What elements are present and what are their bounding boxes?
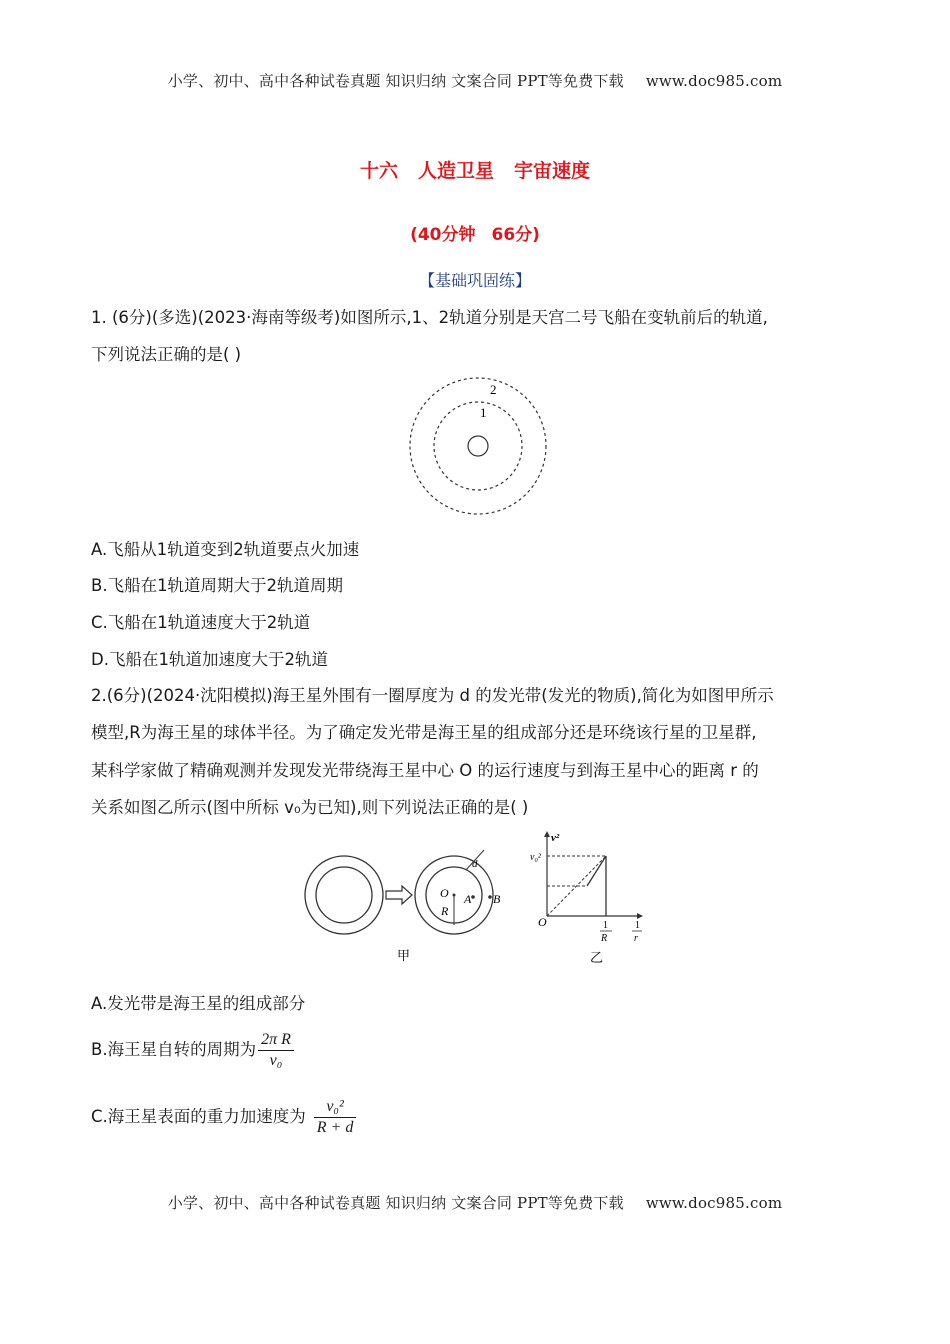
time-limit: (40分钟 xyxy=(410,225,476,245)
orbit-2 xyxy=(410,378,546,514)
data-line xyxy=(587,856,606,886)
page-footer xyxy=(0,1192,950,1213)
label-a: A xyxy=(464,892,472,906)
q2-stem-line4: 关系如图乙所示(图中所标 v₀为已知),则下列说法正确的是( ) xyxy=(91,798,529,817)
orbit-2-label: 2 xyxy=(490,382,497,397)
fraction-numerator: v₀² xyxy=(314,1097,357,1118)
q1-option-b[interactable]: B.飞船在1轨道周期大于2轨道周期 xyxy=(91,576,344,595)
fraction-denominator: R + d xyxy=(316,1119,354,1136)
arrow-icon xyxy=(386,886,412,904)
q2-option-c-text: C.海王星表面的重力加速度为 xyxy=(91,1107,306,1126)
caption-yi: 乙 xyxy=(590,950,604,965)
y-tick-label: v₀² xyxy=(530,852,541,863)
x-axis-den: r xyxy=(634,933,638,944)
x-tick-den: R xyxy=(601,933,608,944)
ring-inner-left xyxy=(316,867,372,923)
footer-text: 小学、初中、高中各种试卷真题 知识归纳 文案合同 PPT等免费下载 xyxy=(167,1194,624,1212)
y-axis-label: v² xyxy=(551,832,560,844)
header-url[interactable]: www.doc985.com xyxy=(645,72,783,90)
title-topic-1: 人造卫星 xyxy=(417,160,494,182)
page-title xyxy=(0,156,950,183)
q1-stem-line2: 下列说法正确的是( ) xyxy=(91,345,242,364)
point-b-dot xyxy=(488,895,492,899)
total-score: 66分) xyxy=(491,225,540,245)
q2-stem-line1: 2.(6分)(2024·沈阳模拟)海王星外围有一圈厚度为 d 的发光带(发光的物质),简化为如图甲所示 xyxy=(91,686,774,705)
fraction-numerator: 2π R xyxy=(258,1030,294,1051)
planet xyxy=(468,436,488,456)
ring-outer-left xyxy=(305,856,383,934)
x-axis-num: 1 xyxy=(635,920,640,931)
caption-jia: 甲 xyxy=(397,948,411,963)
y-axis-arrow xyxy=(544,831,550,837)
time-score xyxy=(0,220,950,245)
title-number: 十六 xyxy=(359,160,398,182)
q1-option-d[interactable]: D.飞船在1轨道加速度大于2轨道 xyxy=(91,650,328,669)
point-a-dot xyxy=(471,895,475,899)
q2-figure-yi xyxy=(528,828,653,970)
label-o: O xyxy=(440,886,449,900)
q1-stem-line1: 1. (6分)(多选)(2023·海南等级考)如图所示,1、2轨道分别是天宫二号飞船在变轨前后的轨道, xyxy=(91,308,768,327)
label-r: R xyxy=(441,904,449,918)
q2-figure-jia xyxy=(300,845,510,970)
orbit-1-label: 1 xyxy=(480,405,487,420)
q1-option-a[interactable]: A.飞船从1轨道变到2轨道要点火加速 xyxy=(91,540,360,559)
title-topic-2: 宇宙速度 xyxy=(514,160,591,182)
q1-orbit-figure xyxy=(404,372,554,522)
orbit-1 xyxy=(434,402,522,490)
page-header xyxy=(0,70,950,91)
q2-stem-line3: 某科学家做了精确观测并发现发光带绕海王星中心 O 的运行速度与到海王星中心的距离 r 的 xyxy=(91,761,759,780)
q2-stem-line2: 模型,R为海王星的球体半径。为了确定发光带是海王星的组成部分还是环绕该行星的卫星群, xyxy=(91,723,757,742)
dashed-line-through-origin xyxy=(547,856,606,916)
label-d: d xyxy=(472,858,478,870)
q2-option-b-text: B.海王星自转的周期为 xyxy=(91,1040,257,1059)
q2-option-b[interactable] xyxy=(91,1027,294,1073)
label-b: B xyxy=(493,892,501,906)
footer-url[interactable]: www.doc985.com xyxy=(645,1194,783,1212)
header-text: 小学、初中、高中各种试卷真题 知识归纳 文案合同 PPT等免费下载 xyxy=(167,72,624,90)
center-dot xyxy=(453,894,456,897)
q2-option-c-fraction xyxy=(314,1097,357,1138)
q1-option-c[interactable]: C.飞船在1轨道速度大于2轨道 xyxy=(91,613,311,632)
fraction-denominator: v₀ xyxy=(269,1052,283,1069)
origin-label: O xyxy=(538,915,547,929)
x-tick-num: 1 xyxy=(603,920,608,931)
x-axis-arrow xyxy=(637,913,643,919)
q2-option-b-fraction xyxy=(258,1030,294,1071)
q2-option-c[interactable] xyxy=(91,1094,356,1140)
section-heading: 【基础巩固练】 xyxy=(418,271,531,290)
q2-option-a[interactable]: A.发光带是海王星的组成部分 xyxy=(91,994,306,1013)
